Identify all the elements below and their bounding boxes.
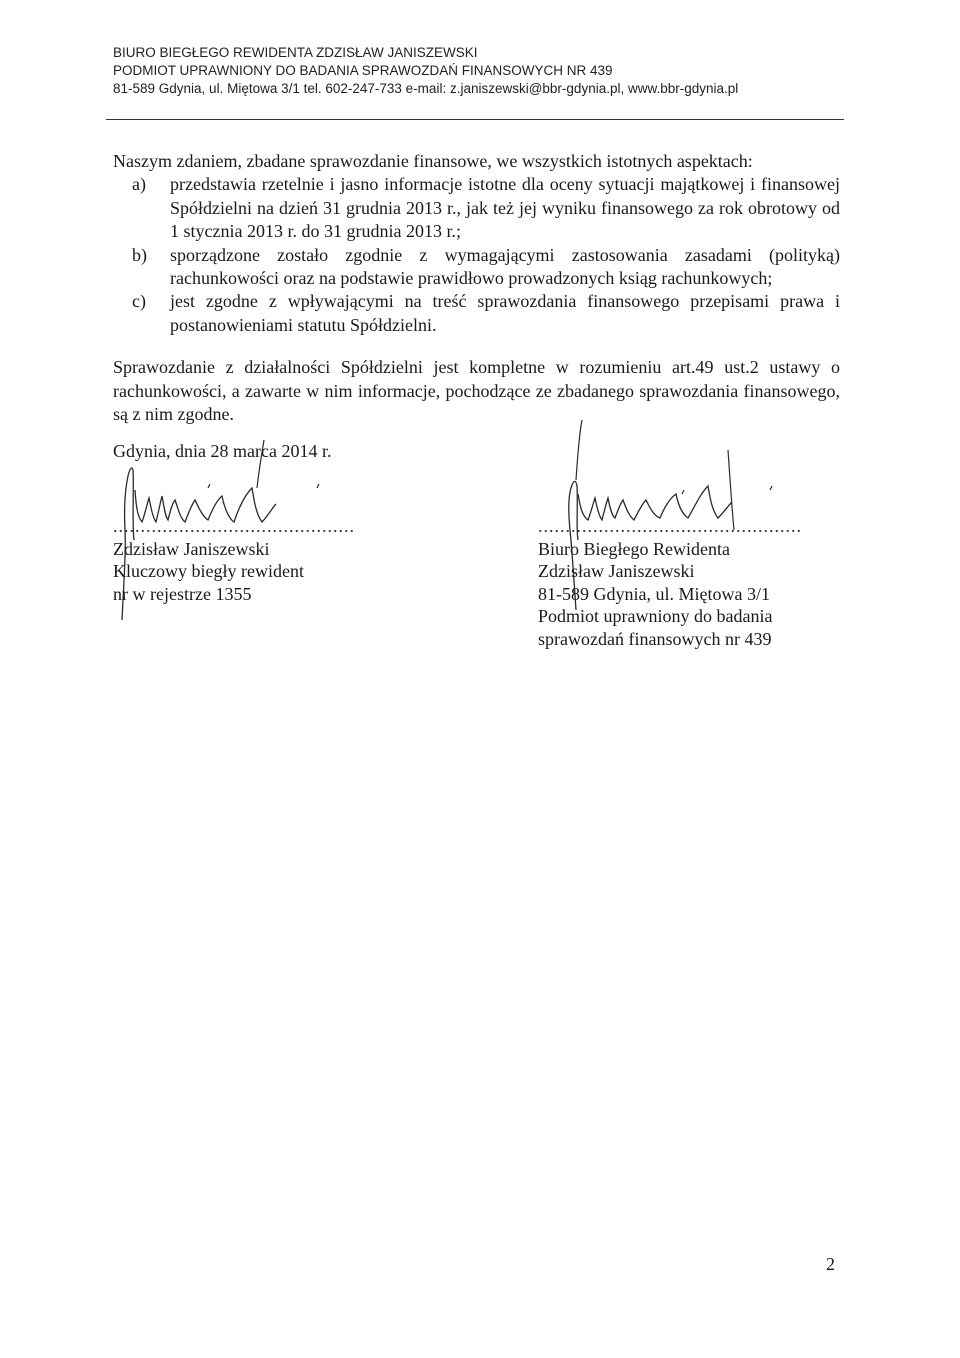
opinion-item-b (113, 244, 840, 291)
office-owner: Zdzisław Janiszewski (538, 561, 695, 581)
opinion-list (113, 173, 840, 337)
opinion-item-c (113, 290, 840, 337)
letterhead (113, 44, 833, 98)
signature-line: ............................................ (113, 516, 355, 536)
office-authorization-number: sprawozdań finansowych nr 439 (538, 628, 772, 649)
opinion-item-a (113, 173, 840, 243)
signature-line: ................................................ (538, 516, 802, 536)
header-divider (106, 119, 844, 120)
opinion-intro: Naszym zdaniem, zbadane sprawozdanie finansowe, we wszystkich istotnych aspektach: (113, 151, 753, 171)
place-and-date: Gdynia, dnia 28 marca 2014 r. (113, 441, 332, 461)
office-name: Biuro Biegłego Rewidenta (538, 538, 730, 559)
letterhead-authorization: PODMIOT UPRAWNIONY DO BADANIA SPRAWOZDAŃ FINANSOWYCH NR 439 (113, 63, 613, 78)
signature-block-right (538, 515, 802, 650)
list-marker: a) (132, 174, 146, 195)
list-item-text: przedstawia rzetelnie i jasno informacje istotne dla oceny sytuacji majątkowej i finansowej Spółdzielni na dzień 31 grudnia 2013 r., jak też jej wyniku finansowego za rok obrotowy od 1 stycznia 2013 r. do 31 grudnia 2013 r.; (170, 174, 840, 242)
list-marker: c) (132, 291, 146, 312)
signature-block-left (113, 515, 355, 605)
list-marker: b) (132, 244, 147, 265)
list-item-text: sporządzone zostało zgodnie z wymagającymi zastosowania zasadami (polityką) rachunkowości oraz na podstawie prawidłowo prowadzonych ksiąg rachunkowych; (170, 244, 840, 289)
letterhead-contact: 81-589 Gdynia, ul. Miętowa 3/1 tel. 602-247-733 e-mail: z.janiszewski@bbr-gdynia.pl, www.bbr-gdynia.pl (113, 81, 739, 96)
signatory-title: Kluczowy biegły rewident (113, 561, 304, 581)
page-number: 2 (826, 1254, 835, 1274)
signatory-registry-number: nr w rejestrze 1355 (113, 583, 252, 604)
list-item-text: jest zgodne z wpływającymi na treść sprawozdania finansowego przepisami prawa i postanowieniami statutu Spółdzielni. (170, 291, 840, 335)
office-address: 81-589 Gdynia, ul. Miętowa 3/1 (538, 583, 770, 604)
signatory-name: Zdzisław Janiszewski (113, 538, 270, 559)
document-body (113, 150, 840, 426)
activity-report-paragraph: Sprawozdanie z działalności Spółdzielni jest kompletne w rozumieniu art.49 ust.2 ustawy o rachunkowości, a zawarte w nim informacje, pochodzące ze zbadanego sprawozdania finansowego, są z nim zgodne. (113, 357, 840, 425)
letterhead-office-name: BIURO BIEGŁEGO REWIDENTA ZDZISŁAW JANISZEWSKI (113, 45, 478, 60)
office-authorization: Podmiot uprawniony do badania (538, 606, 773, 626)
